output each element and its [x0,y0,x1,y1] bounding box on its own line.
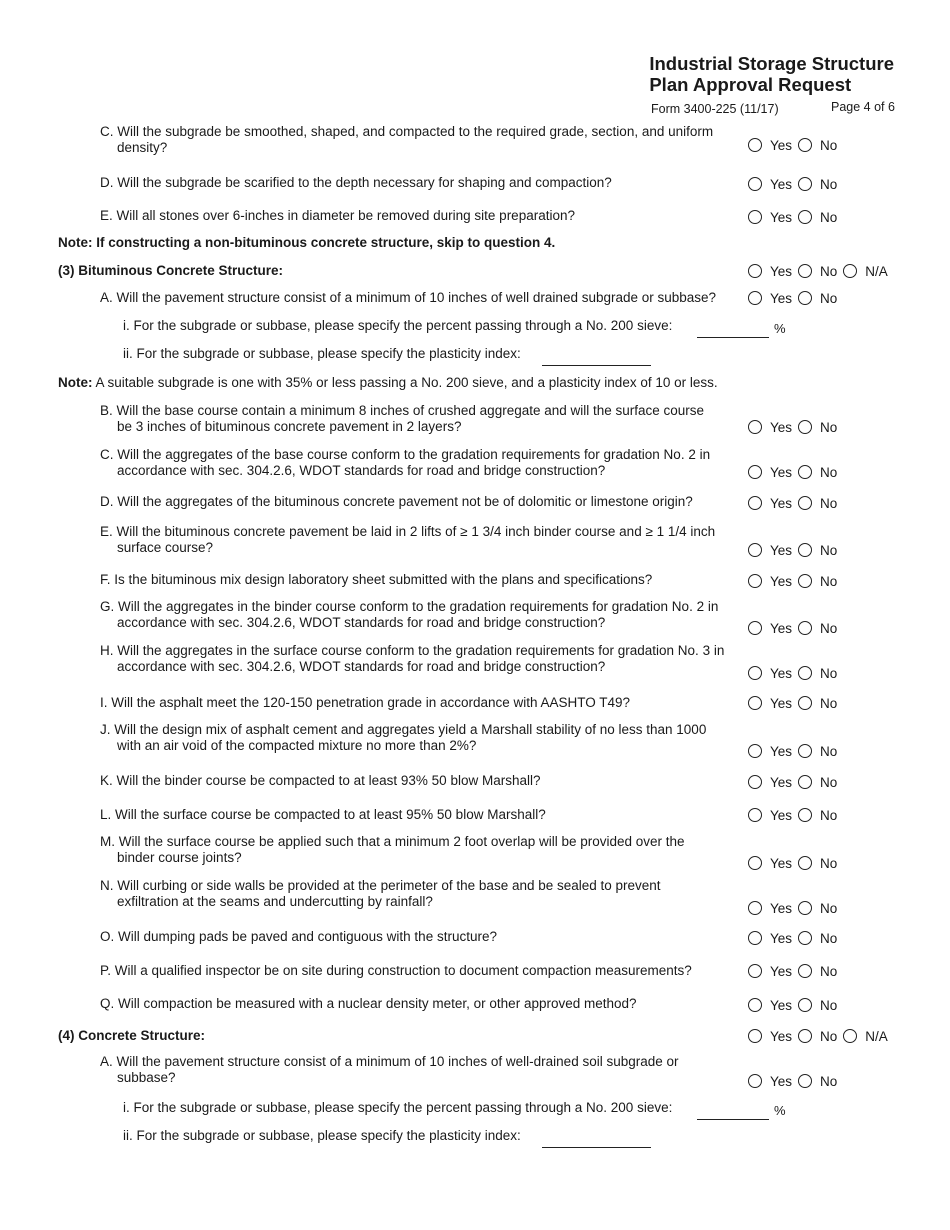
question-3c [100,447,745,479]
yes-radio[interactable] [748,574,762,588]
yes-no-group [748,541,843,559]
no-radio[interactable] [798,808,812,822]
question-text: M. Will the surface course be applied such that a minimum 2 foot overlap will be provided over the [100,834,685,849]
question-3a: A. Will the pavement structure consist of a minimum of 10 inches of well drained subgrade or subbase? [100,290,717,305]
question-3i: I. Will the asphalt meet the 120-150 penetration grade in accordance with AASHTO T49? [100,695,631,710]
yes-no-group [748,175,843,193]
yes-no-group [748,208,843,226]
yes-radio[interactable] [748,496,762,510]
no-radio[interactable] [798,138,812,152]
no-radio[interactable] [798,496,812,510]
yes-no-group [748,664,843,682]
no-radio[interactable] [798,264,812,278]
question-3k: K. Will the binder course be compacted to at least 93% 50 blow Marshall? [100,773,541,788]
yes-radio[interactable] [748,210,762,224]
yes-no-group [748,694,843,712]
yes-label: Yes [770,963,793,979]
note-suitable-subgrade [58,375,718,391]
percent-unit: % [774,321,786,336]
question-text: H. Will the aggregates in the surface course conform to the gradation requirements for gradation No. 3 in [100,643,725,658]
yes-label: Yes [770,419,793,435]
no-label: No [820,855,838,871]
no-radio[interactable] [798,291,812,305]
note-skip: Note: If constructing a non-bituminous concrete structure, skip to question 4. [58,235,556,250]
percent-input-3a[interactable] [697,337,769,338]
no-label: No [820,900,838,916]
no-radio[interactable] [798,775,812,789]
yes-no-group [748,136,843,154]
yes-label: Yes [770,464,793,480]
yes-no-group [748,619,843,637]
question-text-cont: accordance with sec. 304.2.6, WDOT standards for road and bridge construction? [117,659,606,674]
question-text: C. Will the subgrade be smoothed, shaped, and compacted to the required grade, section, and uniform [100,124,714,139]
yes-no-group [748,962,843,980]
yes-label: Yes [770,997,793,1013]
percent-unit: % [774,1103,786,1118]
no-label: No [820,209,838,225]
no-radio[interactable] [798,666,812,680]
question-3j [100,722,745,754]
yes-radio[interactable] [748,744,762,758]
page-number: Page 4 of 6 [831,100,895,114]
question-text-cont: surface course? [117,540,214,555]
yes-radio[interactable] [748,465,762,479]
yes-radio[interactable] [748,964,762,978]
plasticity-input-3a[interactable] [542,365,651,366]
no-radio[interactable] [798,744,812,758]
no-radio[interactable] [798,210,812,224]
yes-no-na-group [748,1027,894,1045]
no-label: No [820,743,838,759]
no-label: No [820,290,838,306]
no-label: No [820,263,838,279]
question-3p: P. Will a qualified inspector be on site during construction to document compaction measurements? [100,963,692,978]
no-label: No [820,542,838,558]
yes-radio[interactable] [748,1074,762,1088]
yes-label: Yes [770,774,793,790]
yes-label: Yes [770,263,793,279]
no-label: No [820,620,838,636]
title-line-1: Industrial Storage Structure [649,53,894,74]
question-text: N. Will curbing or side walls be provided at the perimeter of the base and be sealed to prevent [100,878,661,893]
yes-radio[interactable] [748,696,762,710]
no-radio[interactable] [798,1074,812,1088]
no-label: No [820,774,838,790]
question-3o: O. Will dumping pads be paved and contiguous with the structure? [100,929,497,944]
question-3n [100,878,745,910]
yes-label: Yes [770,573,793,589]
yes-no-group [748,572,843,590]
question-3b [100,403,745,435]
yes-radio[interactable] [748,931,762,945]
yes-label: Yes [770,1028,793,1044]
yes-radio[interactable] [748,621,762,635]
na-radio[interactable] [843,264,857,278]
question-text: E. Will the bituminous concrete pavement be laid in 2 lifts of ≥ 1 3/4 inch binder course and ≥ 1 1/4 inch [100,524,716,539]
no-radio[interactable] [798,543,812,557]
no-label: No [820,665,838,681]
yes-no-group [748,899,843,917]
question-3g [100,599,745,631]
question-text-cont: exfiltration at the seams and undercutting by rainfall? [117,894,433,909]
no-label: No [820,419,838,435]
question-text: C. Will the aggregates of the base course conform to the gradation requirements for gradation No. 2 in [100,447,711,462]
yes-label: Yes [770,176,793,192]
no-label: No [820,807,838,823]
no-label: No [820,137,838,153]
no-label: No [820,464,838,480]
question-4a-ii: ii. For the subgrade or subbase, please specify the plasticity index: [123,1128,521,1143]
no-radio[interactable] [798,696,812,710]
question-text-cont: be 3 inches of bituminous concrete pavement in 2 layers? [117,419,462,434]
yes-label: Yes [770,495,793,511]
question-text-cont: density? [117,140,168,155]
no-radio[interactable] [798,856,812,870]
yes-label: Yes [770,695,793,711]
yes-no-group [748,418,843,436]
yes-radio[interactable] [748,291,762,305]
yes-label: Yes [770,137,793,153]
no-label: No [820,1028,838,1044]
yes-radio[interactable] [748,856,762,870]
yes-label: Yes [770,290,793,306]
na-label: N/A [865,263,888,279]
yes-radio[interactable] [748,264,762,278]
question-text-cont: subbase? [117,1070,176,1085]
yes-radio[interactable] [748,138,762,152]
question-text: G. Will the aggregates in the binder course conform to the gradation requirements for gradation No. 2 in [100,599,719,614]
na-label: N/A [865,1028,888,1044]
yes-no-group [748,854,843,872]
question-3a-i: i. For the subgrade or subbase, please specify the percent passing through a No. 200 sieve: [123,318,673,333]
no-radio[interactable] [798,998,812,1012]
na-radio[interactable] [843,1029,857,1043]
question-3e [100,524,745,556]
question-3f: F. Is the bituminous mix design laboratory sheet submitted with the plans and specifications? [100,572,653,587]
no-radio[interactable] [798,574,812,588]
no-label: No [820,997,838,1013]
section-4-heading: (4) Concrete Structure: [58,1028,206,1043]
yes-radio[interactable] [748,177,762,191]
yes-no-group [748,494,843,512]
yes-no-group [748,1072,843,1090]
no-radio[interactable] [798,931,812,945]
yes-no-group [748,806,843,824]
yes-radio[interactable] [748,666,762,680]
yes-radio[interactable] [748,808,762,822]
yes-label: Yes [770,1073,793,1089]
no-label: No [820,963,838,979]
form-number: Form 3400-225 (11/17) [651,102,779,116]
question-3a-ii: ii. For the subgrade or subbase, please specify the plasticity index: [123,346,521,361]
no-label: No [820,495,838,511]
question-3l: L. Will the surface course be compacted to at least 95% 50 blow Marshall? [100,807,546,822]
question-3d: D. Will the aggregates of the bituminous concrete pavement not be of dolomitic or limestone origin? [100,494,693,509]
no-label: No [820,176,838,192]
form-title [649,53,894,95]
no-radio[interactable] [798,621,812,635]
question-text-cont: accordance with sec. 304.2.6, WDOT standards for road and bridge construction? [117,615,606,630]
yes-radio[interactable] [748,998,762,1012]
yes-radio[interactable] [748,420,762,434]
question-3m [100,834,745,866]
no-radio[interactable] [798,964,812,978]
question-text-cont: binder course joints? [117,850,242,865]
question-text-cont: with an air void of the compacted mixture no more than 2%? [117,738,477,753]
yes-label: Yes [770,743,793,759]
question-text: B. Will the base course contain a minimum 8 inches of crushed aggregate and will the surface course [100,403,705,418]
question-e-stones: E. Will all stones over 6-inches in diameter be removed during site preparation? [100,208,575,223]
yes-radio[interactable] [748,543,762,557]
no-label: No [820,930,838,946]
yes-label: Yes [770,665,793,681]
no-radio[interactable] [798,420,812,434]
yes-label: Yes [770,209,793,225]
no-radio[interactable] [798,901,812,915]
question-3q: Q. Will compaction be measured with a nuclear density meter, or other approved method? [100,996,637,1011]
yes-no-group [748,996,843,1014]
question-c-subgrade [100,124,745,156]
note-label: Note: [58,375,93,390]
no-label: No [820,695,838,711]
yes-label: Yes [770,542,793,558]
yes-label: Yes [770,900,793,916]
yes-no-group [748,742,843,760]
no-radio[interactable] [798,177,812,191]
question-4a [100,1054,745,1086]
no-label: No [820,573,838,589]
note-text: A suitable subgrade is one with 35% or less passing a No. 200 sieve, and a plasticity index of 10 or less. [92,375,718,390]
yes-no-na-group [748,262,894,280]
percent-input-4a[interactable] [697,1119,769,1120]
yes-radio[interactable] [748,775,762,789]
question-text: A. Will the pavement structure consist of a minimum of 10 inches of well-drained soil subgrade or [100,1054,679,1069]
yes-label: Yes [770,620,793,636]
question-4a-i: i. For the subgrade or subbase, please specify the percent passing through a No. 200 sieve: [123,1100,673,1115]
yes-label: Yes [770,855,793,871]
yes-no-group [748,929,843,947]
yes-label: Yes [770,930,793,946]
yes-no-group [748,773,843,791]
yes-no-group [748,289,843,307]
yes-radio[interactable] [748,901,762,915]
plasticity-input-4a[interactable] [542,1147,651,1148]
question-3h [100,643,745,675]
question-d-scarified: D. Will the subgrade be scarified to the depth necessary for shaping and compaction? [100,175,612,190]
no-label: No [820,1073,838,1089]
no-radio[interactable] [798,1029,812,1043]
question-text: J. Will the design mix of asphalt cement and aggregates yield a Marshall stability of no less than 1000 [100,722,707,737]
yes-label: Yes [770,807,793,823]
question-text-cont: accordance with sec. 304.2.6, WDOT standards for road and bridge construction? [117,463,606,478]
yes-radio[interactable] [748,1029,762,1043]
title-line-2: Plan Approval Request [649,74,852,95]
yes-no-group [748,463,843,481]
section-3-heading: (3) Bituminous Concrete Structure: [58,263,284,278]
no-radio[interactable] [798,465,812,479]
